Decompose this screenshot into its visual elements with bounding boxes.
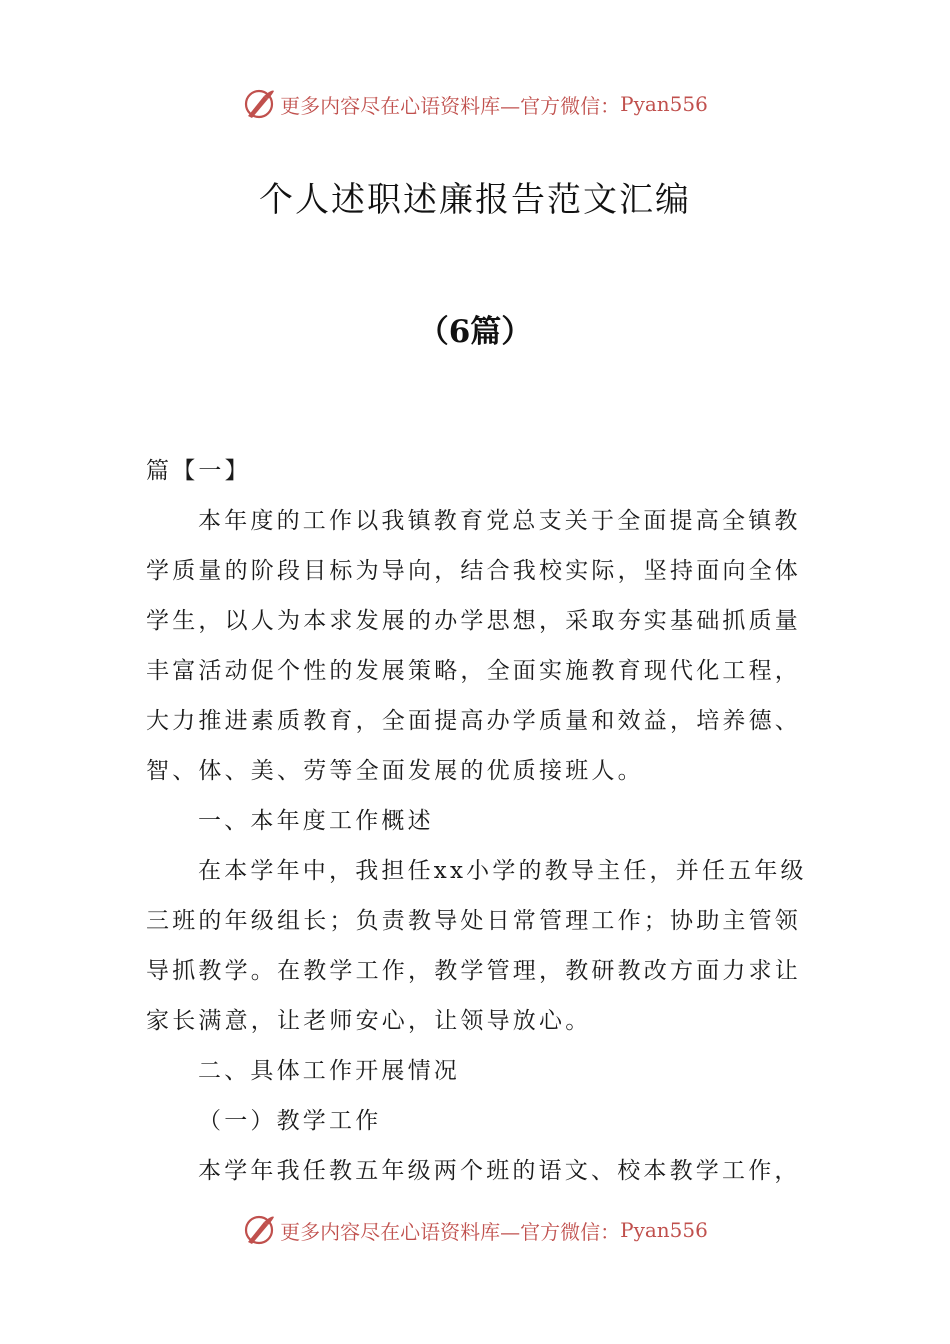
body-line: 本年度的工作以我镇教育党总支关于全面提高全镇教 xyxy=(198,508,801,534)
body-line: 本学年我任教五年级两个班的语文、校本教学工作， xyxy=(198,1158,801,1184)
header-banner xyxy=(0,84,950,124)
subsection-heading: 一、本年度工作概述 xyxy=(198,808,434,834)
banner-text: 更多内容尽在心语资料库—官方微信： xyxy=(280,1219,621,1244)
document-body xyxy=(146,446,808,1196)
section-heading: 篇【一】 xyxy=(146,458,251,484)
quill-logo-icon xyxy=(242,87,276,121)
body-line: 智、体、美、劳等全面发展的优质接班人。 xyxy=(146,758,644,784)
document-title: 个人述职述廉报告范文汇编 xyxy=(259,180,691,220)
document-subtitle: （6篇） xyxy=(417,314,533,350)
body-line: 学生，以人为本求发展的办学思想，采取夯实基础抓质量 xyxy=(146,608,801,634)
banner-handle: Pyan556 xyxy=(620,1218,708,1242)
body-line: 家长满意，让老师安心，让领导放心。 xyxy=(146,1008,592,1034)
body-line: 在本学年中，我担任xx小学的教导主任，并任五年级 xyxy=(198,858,807,884)
body-line: 三班的年级组长；负责教导处日常管理工作；协助主管领 xyxy=(146,908,801,934)
banner-text: 更多内容尽在心语资料库—官方微信： xyxy=(280,93,621,118)
body-line: 学质量的阶段目标为导向，结合我校实际，坚持面向全体 xyxy=(146,558,801,584)
banner-handle: Pyan556 xyxy=(620,92,708,116)
footer-banner xyxy=(0,1210,950,1250)
body-line: 导抓教学。在教学工作，教学管理，教研教改方面力求让 xyxy=(146,958,801,984)
body-line: 丰富活动促个性的发展策略，全面实施教育现代化工程， xyxy=(146,658,801,684)
subsection-heading: （一）教学工作 xyxy=(198,1108,382,1134)
subsection-heading: 二、具体工作开展情况 xyxy=(198,1058,460,1084)
quill-logo-icon xyxy=(242,1213,276,1247)
body-line: 大力推进素质教育，全面提高办学质量和效益，培养德、 xyxy=(146,708,801,734)
